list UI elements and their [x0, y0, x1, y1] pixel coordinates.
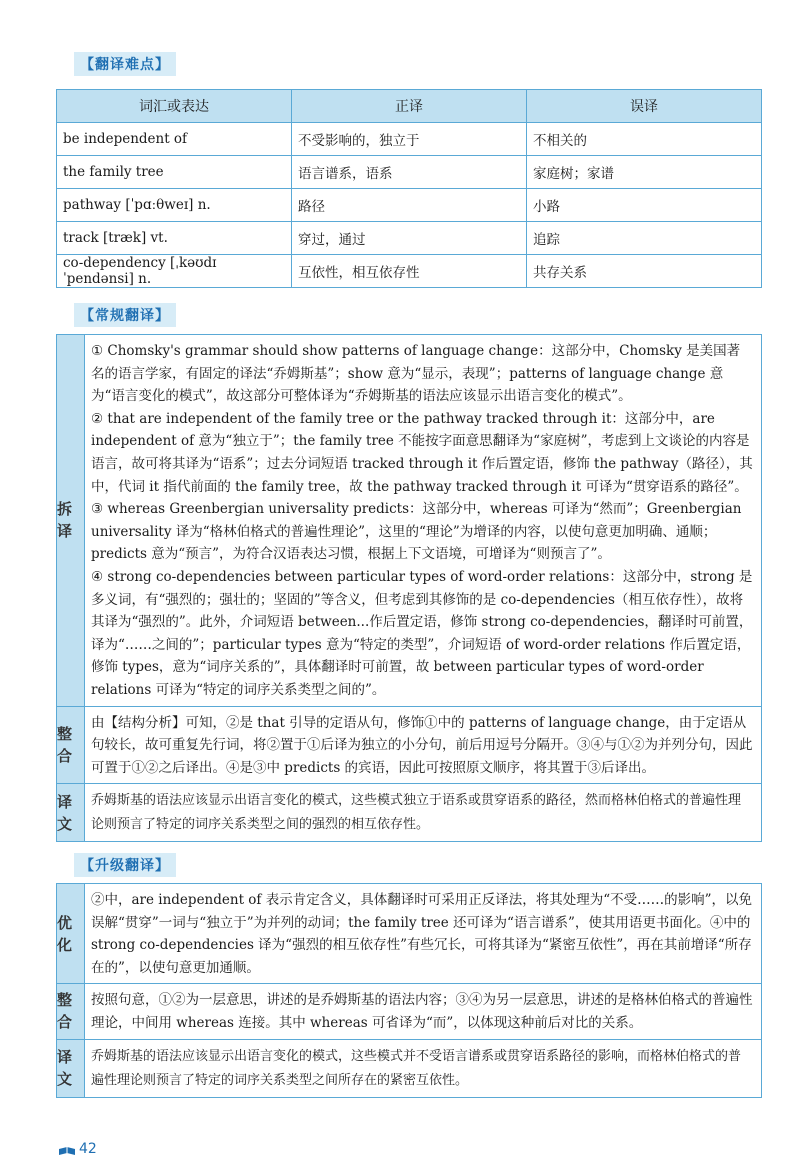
table-cell: the family tree	[57, 156, 292, 189]
column-header: 误译	[527, 90, 762, 123]
table-cell: 路径	[292, 189, 527, 222]
table-cell: 不相关的	[527, 123, 762, 156]
split-label: 拆译	[57, 335, 85, 706]
table-cell: track [træk] vt.	[57, 222, 292, 255]
integrate-label: 整合	[57, 984, 85, 1038]
table-row	[57, 123, 762, 156]
table-cell: 穿过，通过	[292, 222, 527, 255]
translation-content: 乔姆斯基的语法应该显示出语言变化的模式，这些模式并不受语言谱系或贯穿语系路径的影响，而格林伯格式的普遍性理论则预言了特定的词序关系类型之间所存在的紧密互依性。	[85, 1040, 761, 1097]
integrate-row	[57, 707, 761, 785]
table-row	[57, 189, 762, 222]
split-paragraph: ① Chomsky's grammar should show patterns of language change：这部分中，Chomsky 是美国著名的语言学家，有固定的译法“乔姆斯基”；show 意为“显示，表现”；patterns of language change 意为“语言变化的模式”，故这部分可整体译为“乔姆斯基的语法应该显示出语言变化的模式”。	[91, 343, 741, 405]
integrate-row	[57, 984, 761, 1039]
optimize-content: ②中，are independent of 表示肯定含义，具体翻译时可采用正反译法，将其处理为“不受……的影响”，以免误解“贯穿”一词与“独立于”为并列的动词；the family tree 还可译为“语言谱系”，使其用语更书面化。④中的 strong co-dependencies 译为“强烈的相互依存性”有些冗长，可将其译为“紧密互依性”，再在其前增译“所存在的”，以使句意更加通顺。	[85, 884, 761, 983]
split-row	[57, 335, 761, 707]
regular-translation-box	[56, 334, 762, 842]
difficulty-section-title: 【翻译难点】	[74, 52, 176, 76]
table-row	[57, 222, 762, 255]
table-cell: pathway [ˈpɑːθweɪ] n.	[57, 189, 292, 222]
table-header-row	[57, 90, 762, 123]
split-paragraph: ④ strong co-dependencies between particular types of word-order relations：这部分中，strong 是多义词，有“强烈的；强壮的；坚固的”等含义，但考虑到其修饰的是 co-dependencies（相互依存性），故将其译为“强烈的”。此外，介词短语 between...作后置定语，修饰 strong co-dependencies，翻译时可前置，译为“……之间的”；particular types 意为“特定的类型”，介词短语 of word-order relations 作后置定语，修饰 types，意为“词序关系的”，具体翻译时可前置，故 between particular types of word-order relations 可译为“特定的词序关系类型之间的”。	[91, 568, 753, 698]
page-number	[58, 1141, 97, 1157]
split-paragraph: ③ whereas Greenbergian universality predicts：这部分中，whereas 可译为“然而”；Greenbergian universality 译为“格林伯格式的普遍性理论”，这里的“理论”为增译的内容，以使句意更加明确、通顺；predicts 意为“预言”，为符合汉语表达习惯，根据上下文语境，可增译为“则预言了”。	[91, 501, 742, 563]
vocab-table	[56, 89, 762, 288]
integrate-content: 按照句意，①②为一层意思，讲述的是乔姆斯基的语法内容；③④为另一层意思，讲述的是格林伯格式的普遍性理论，中间用 whereas 连接。其中 whereas 可省译为“而”，以体现这种前后对比的关系。	[85, 984, 761, 1038]
table-row	[57, 156, 762, 189]
table-cell: 不受影响的，独立于	[292, 123, 527, 156]
optimize-row	[57, 884, 761, 984]
table-cell: 共存关系	[527, 255, 762, 288]
page-number-text: 42	[79, 1141, 97, 1157]
split-paragraph: ② that are independent of the family tree or the pathway tracked through it：这部分中，are independent of 意为“独立于”；the family tree 不能按字面意思翻译为“家庭树”，考虑到上文谈论的内容是语言，故可将其译为“语系”；过去分词短语 tracked through it 作后置定语，修饰 the pathway（路径），其中，代词 it 指代前面的 the family tree，故 the pathway tracked through it 可译为“贯穿语系的路径”。	[91, 410, 753, 495]
table-cell: co-dependency [ˌkəʊdɪˈpendənsi] n.	[57, 255, 292, 288]
translation-label: 译文	[57, 784, 85, 841]
table-cell: 家庭树；家谱	[527, 156, 762, 189]
translation-label: 译文	[57, 1040, 85, 1097]
column-header: 词汇或表达	[57, 90, 292, 123]
book-icon	[58, 1144, 76, 1154]
split-content	[85, 335, 761, 706]
upgrade-section-title: 【升级翻译】	[74, 853, 176, 877]
upgrade-translation-box	[56, 883, 762, 1098]
column-header: 正译	[292, 90, 527, 123]
table-cell: 追踪	[527, 222, 762, 255]
optimize-label: 优化	[57, 884, 85, 983]
translation-content: 乔姆斯基的语法应该显示出语言变化的模式，这些模式独立于语系或贯穿语系的路径，然而格林伯格式的普遍性理论则预言了特定的词序关系类型之间的强烈的相互依存性。	[85, 784, 761, 841]
translation-row	[57, 784, 761, 841]
table-cell: 小路	[527, 189, 762, 222]
integrate-content: 由【结构分析】可知，②是 that 引导的定语从句，修饰①中的 patterns of language change，由于定语从句较长，故可重复先行词，将②置于①后译为独立的小分句，前后用逗号分隔开。③④与①②为并列分句，因此可置于①②之后译出。④是③中 predicts 的宾语，因此可按照原文顺序，将其置于③后译出。	[85, 707, 761, 784]
table-cell: 互依性，相互依存性	[292, 255, 527, 288]
translation-row	[57, 1040, 761, 1097]
table-row	[57, 255, 762, 288]
regular-section-title: 【常规翻译】	[74, 303, 176, 327]
table-cell: 语言谱系，语系	[292, 156, 527, 189]
table-cell: be independent of	[57, 123, 292, 156]
integrate-label: 整合	[57, 707, 85, 784]
